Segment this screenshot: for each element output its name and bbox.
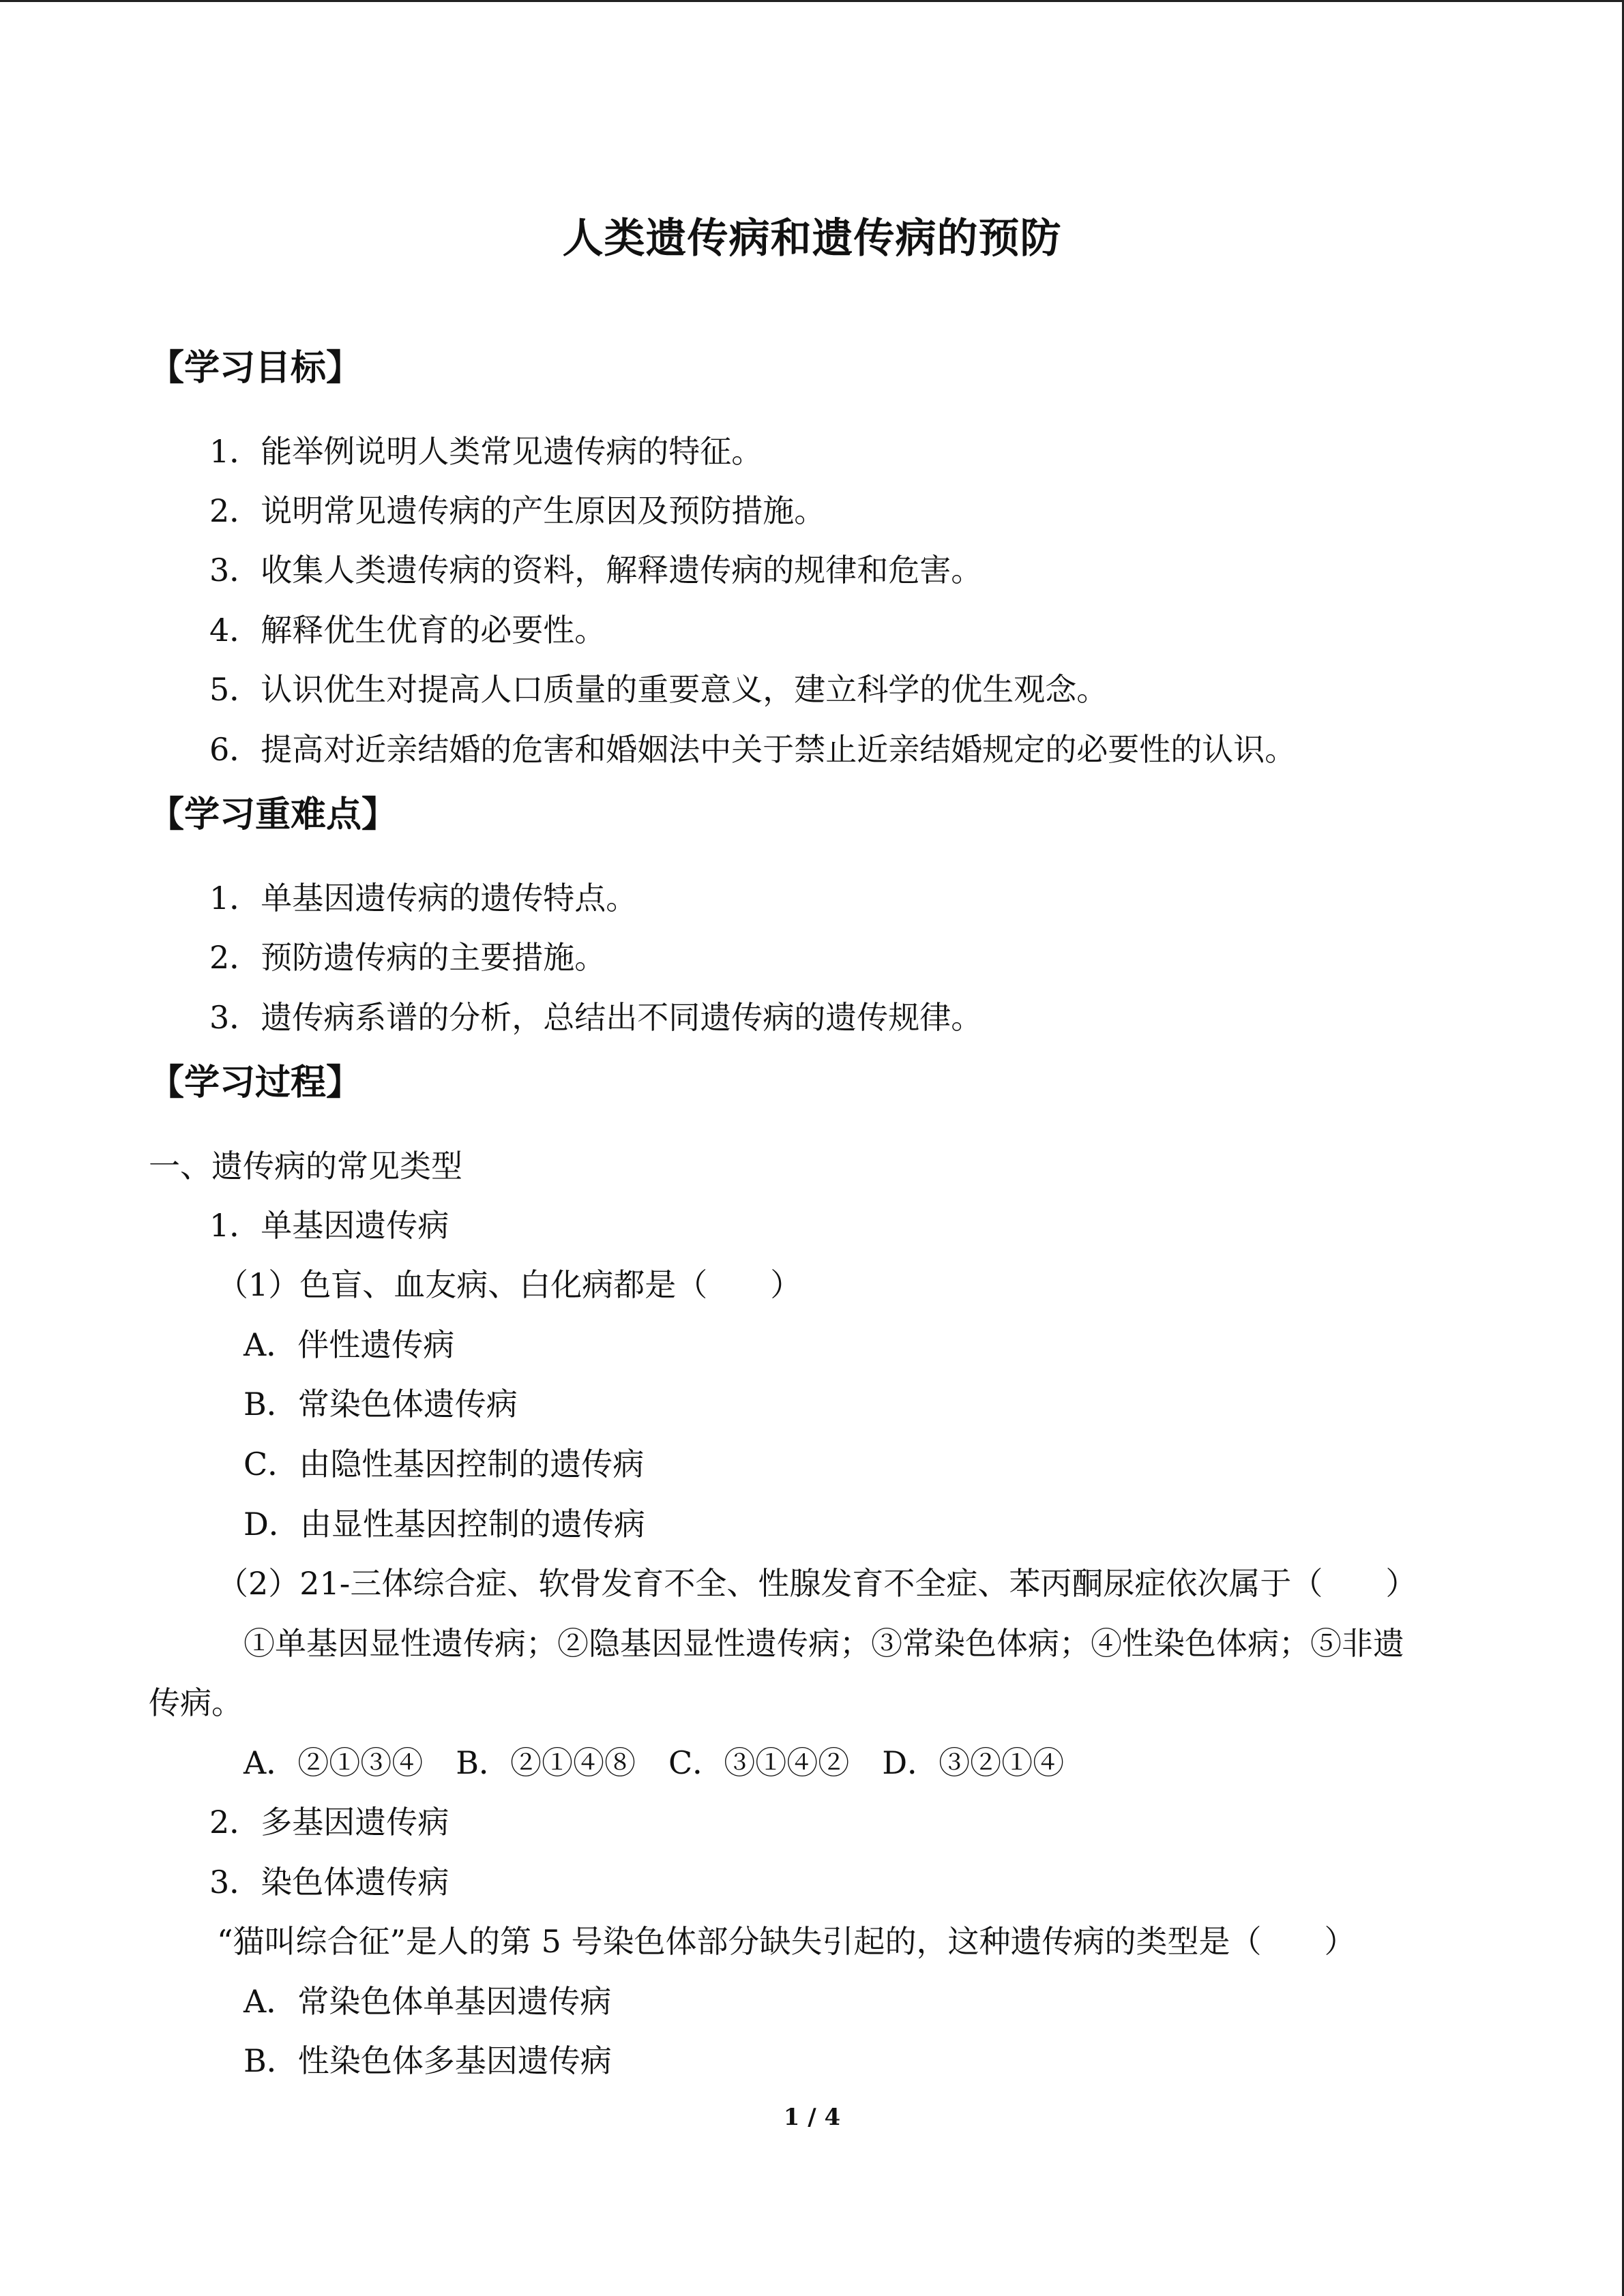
answer-option: C．由隐性基因控制的遗传病 xyxy=(243,1446,645,1482)
answer-option: B．常染色体遗传病 xyxy=(243,1386,518,1422)
key-point-item: 1．单基因遗传病的遗传特点。 xyxy=(209,880,638,916)
answer-option: B．②①④⑧ xyxy=(456,1744,636,1781)
subsection-title: 1．单基因遗传病 xyxy=(209,1207,449,1244)
answer-option: B．性染色体多基因遗传病 xyxy=(243,2042,612,2079)
key-point-item: 2．预防遗传病的主要措施。 xyxy=(209,939,606,976)
question-stem: （1）色盲、血友病、白化病都是（ ） xyxy=(217,1266,802,1303)
answer-option: C．③①④② xyxy=(668,1744,850,1781)
objective-item: 1．能举例说明人类常见遗传病的特征。 xyxy=(209,433,763,470)
key-point-item: 3．遗传病系谱的分析，总结出不同遗传病的遗传规律。 xyxy=(209,999,983,1036)
subsection-title: 2．多基因遗传病 xyxy=(209,1804,449,1840)
answer-option: A．②①③④ xyxy=(243,1744,424,1781)
answer-option: A．伴性遗传病 xyxy=(243,1326,455,1363)
objective-item: 2．说明常见遗传病的产生原因及预防措施。 xyxy=(209,492,826,529)
question-stem: “猫叫综合征”是人的第 5 号染色体部分缺失引起的，这种遗传病的类型是（ ） xyxy=(217,1923,1356,1960)
answer-option: D．由显性基因控制的遗传病 xyxy=(243,1506,645,1542)
choices-line: ①单基因显性遗传病；②隐基因显性遗传病；③常染色体病；④性染色体病；⑤非遗 xyxy=(243,1625,1404,1662)
key-points-heading: 【学习重难点】 xyxy=(149,794,398,835)
objective-item: 4．解释优生优育的必要性。 xyxy=(209,612,606,648)
objectives-heading: 【学习目标】 xyxy=(149,348,362,389)
subsection-title: 3．染色体遗传病 xyxy=(209,1864,449,1900)
objective-item: 5．认识优生对提高人口质量的重要意义，建立科学的优生观念。 xyxy=(209,671,1108,708)
page-title: 人类遗传病和遗传病的预防 xyxy=(562,215,1062,263)
page-number: 1 / 4 xyxy=(783,2104,841,2131)
objective-item: 3．收集人类遗传病的资料，解释遗传病的规律和危害。 xyxy=(209,552,983,588)
choices-line: 传病。 xyxy=(149,1684,243,1721)
answer-option: D．③②①④ xyxy=(882,1744,1065,1781)
answer-options-row xyxy=(243,1742,1097,1783)
part1-title: 一、遗传病的常见类型 xyxy=(149,1148,462,1184)
objective-item: 6．提高对近亲结婚的危害和婚姻法中关于禁止近亲结婚规定的必要性的认识。 xyxy=(209,731,1297,768)
question-stem: （2）21-三体综合症、软骨发育不全、性腺发育不全症、苯丙酮尿症依次属于（ ） xyxy=(217,1565,1417,1602)
answer-option: A．常染色体单基因遗传病 xyxy=(243,1983,612,2020)
process-heading: 【学习过程】 xyxy=(149,1062,362,1103)
